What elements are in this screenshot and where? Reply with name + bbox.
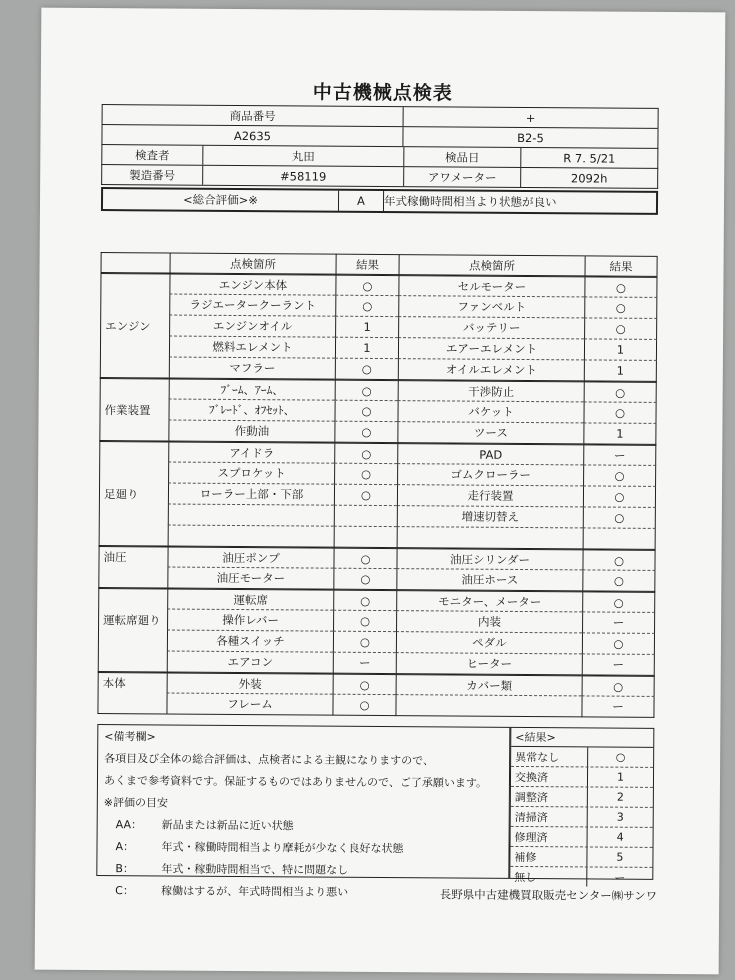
- item-left: マフラー: [169, 358, 335, 380]
- item-left: エンジンオイル: [169, 316, 335, 338]
- item-left: 外装: [167, 673, 333, 695]
- grade-desc: 稼働はするが、年式時間相当より悪い: [161, 884, 349, 899]
- item-left: 油圧モーター: [167, 568, 333, 590]
- item-left: [168, 505, 334, 527]
- category-label: [99, 462, 168, 483]
- result-left: ○: [334, 422, 397, 443]
- legend-key: 無し: [510, 867, 587, 887]
- item-right: バッテリー: [398, 317, 584, 339]
- result-right: ○: [584, 381, 657, 403]
- result-right: 1: [584, 339, 657, 361]
- item-right: オイルエレメント: [398, 359, 584, 381]
- result-left: ○: [333, 590, 396, 611]
- item-right: 増速切替え: [397, 506, 583, 528]
- item-right: 油圧ホース: [396, 569, 582, 591]
- item-left: 燃料エレメント: [169, 337, 335, 359]
- legend-value: 1: [616, 770, 625, 784]
- legend-value: 3: [616, 810, 624, 824]
- product-no-value: A2635: [102, 125, 403, 146]
- item-right: ペダル: [396, 632, 582, 654]
- result-left: ○: [333, 674, 396, 695]
- result-left: ○: [332, 695, 395, 716]
- item-left: 操作レバー: [167, 610, 333, 632]
- col-item-right: 点検箇所: [399, 254, 585, 276]
- table-row: [97, 693, 654, 718]
- legend-key: 異常なし: [511, 747, 588, 767]
- result-left: ○: [335, 275, 398, 296]
- category-label: [99, 525, 168, 546]
- result-left: ○: [335, 359, 398, 380]
- legend-value: 5: [616, 850, 624, 864]
- remarks-heading: <備考欄>: [104, 730, 156, 744]
- category-label: エンジン: [100, 315, 169, 336]
- category-label: 油圧: [98, 546, 167, 567]
- result-left: ○: [334, 485, 397, 506]
- inspection-date-value: R 7. 5/21: [563, 150, 616, 166]
- item-left: 各種スイッチ: [167, 631, 333, 653]
- overall-grade: A: [339, 191, 384, 211]
- category-label: [100, 273, 169, 294]
- item-right: エアーエレメント: [398, 338, 584, 360]
- result-left: [334, 527, 397, 548]
- item-left: ラジエータークーラント: [169, 295, 335, 317]
- serial-value: #58119: [203, 166, 404, 186]
- legend-key: 清掃済: [511, 807, 588, 827]
- category-label: [98, 567, 167, 588]
- result-left: 1: [335, 338, 398, 359]
- item-left: スプロケット: [168, 463, 334, 485]
- inspection-table: [97, 252, 657, 718]
- result-right: ○: [583, 402, 656, 424]
- grade-key: B：: [115, 862, 134, 876]
- item-left: 運転席: [167, 589, 333, 611]
- category-label: [99, 504, 168, 525]
- item-right: [397, 527, 583, 549]
- item-right: PAD: [397, 443, 583, 465]
- category-label: [100, 378, 169, 399]
- category-label: 作業装置: [99, 399, 168, 420]
- grade-key: A：: [115, 840, 135, 854]
- legend-key: 調整済: [511, 787, 588, 807]
- item-right: カバー類: [396, 674, 582, 696]
- result-left: ○: [333, 569, 396, 590]
- result-left: ○: [333, 632, 396, 653]
- grade-key: AA：: [115, 818, 143, 832]
- legend-row: [511, 807, 653, 828]
- grade-row: [116, 816, 503, 835]
- category-label: [100, 336, 169, 357]
- col-result-right: 結果: [585, 255, 658, 277]
- col-result-left: 結果: [336, 254, 399, 275]
- result-left: 1: [335, 317, 398, 338]
- category-label: [98, 651, 167, 672]
- result-left: ○: [334, 401, 397, 422]
- category-label: [97, 693, 166, 714]
- overall-text: 年式稼働時間相当より状態が良い: [383, 194, 557, 210]
- legend-row: [511, 767, 653, 788]
- grade-key: C：: [115, 884, 134, 898]
- item-right: 走行装置: [397, 485, 583, 507]
- legend-value: ○: [615, 750, 626, 764]
- category-label: 本体: [98, 672, 167, 693]
- legend-row: [510, 847, 652, 868]
- legend-value: ー: [614, 871, 626, 885]
- item-left: ローラー上部・下部: [168, 484, 334, 506]
- model-value: B2-5: [517, 130, 544, 145]
- category-label: [98, 588, 167, 609]
- category-label: 足廻り: [99, 483, 168, 504]
- result-right: ○: [584, 297, 657, 319]
- inspection-sheet: [35, 8, 726, 975]
- result-legend: [509, 727, 654, 885]
- category-label: [98, 630, 167, 651]
- legend-row: [510, 867, 652, 887]
- result-right: ー: [582, 612, 655, 634]
- legend-row: [511, 747, 653, 768]
- result-right: ー: [583, 444, 656, 466]
- legend-value: 4: [616, 830, 624, 844]
- inspector-label: 検査者: [102, 145, 203, 165]
- result-right: ○: [582, 633, 655, 655]
- grade-desc: 新品または新品に近い状態: [161, 818, 294, 833]
- category-label: [100, 294, 169, 315]
- item-right: セルモーター: [398, 275, 584, 297]
- plus-mark: +: [525, 110, 536, 125]
- item-right: [395, 695, 581, 717]
- grade-desc: 年式・稼動時間相当で、特に問題なし: [161, 862, 349, 877]
- item-left: エアコン: [167, 652, 333, 674]
- page-title: 中古機械点検表: [312, 81, 453, 105]
- legend-key: 修理済: [511, 827, 588, 847]
- item-right: 内装: [396, 611, 582, 633]
- legend-row: [511, 827, 653, 848]
- result-right: ー: [581, 696, 654, 718]
- overall-label: <総合評価>※: [103, 189, 339, 211]
- result-left: ○: [333, 548, 396, 569]
- item-left: ﾌﾞｰﾑ、ｱｰﾑ、: [169, 379, 335, 401]
- remarks-line-1: 各項目及び全体の総合評価は、点検者による主観になりますので、: [104, 752, 434, 768]
- company-footer: 長野県中古建機買取販売センター㈱サンワ: [439, 887, 658, 903]
- result-right: 1: [583, 423, 656, 445]
- result-right: ○: [582, 549, 655, 571]
- item-right: ツース: [397, 422, 583, 444]
- remarks-box: [96, 724, 510, 899]
- serial-label: 製造番号: [102, 165, 203, 185]
- item-right: ヒーター: [396, 653, 582, 675]
- legend-value: 2: [616, 790, 624, 804]
- category-label: [99, 420, 168, 441]
- item-right: 干渉防止: [398, 380, 584, 402]
- result-left: ○: [333, 611, 396, 632]
- item-left: 作動油: [168, 421, 334, 443]
- item-left: エンジン本体: [169, 274, 335, 296]
- product-no-label: 商品番号: [103, 105, 404, 126]
- legend-key: 交換済: [511, 767, 588, 787]
- grade-row: [115, 860, 502, 879]
- item-right: ゴムクローラー: [397, 464, 583, 486]
- result-right: ○: [583, 507, 656, 529]
- category-label: [99, 441, 168, 462]
- guide-heading: ※評価の目安: [103, 796, 169, 810]
- legend-row: [511, 787, 653, 808]
- item-right: モニター、メーター: [396, 590, 582, 612]
- item-right: バケット: [397, 401, 583, 423]
- remarks-line-2: あくまで参考資料です。保証するものではありませんので、ご了承願います。: [103, 774, 488, 790]
- item-right: 油圧シリンダー: [396, 548, 582, 570]
- result-left: ○: [335, 380, 398, 401]
- header-table: [101, 104, 659, 215]
- item-left: 油圧ポンプ: [167, 547, 333, 569]
- legend-key: 補修: [510, 847, 587, 867]
- col-item-left: 点検箇所: [170, 253, 336, 275]
- result-right: 1: [584, 360, 657, 382]
- inspector-value: 丸田: [203, 146, 404, 166]
- result-right: ー: [582, 654, 655, 676]
- category-label: [100, 357, 169, 378]
- result-right: ○: [583, 486, 656, 508]
- result-right: ○: [582, 591, 655, 613]
- item-left: [168, 526, 334, 548]
- result-right: ○: [584, 318, 657, 340]
- hour-meter-label: アワメーター: [404, 167, 521, 187]
- grade-desc: 年式・稼働時間相当より摩耗が少なく良好な状態: [161, 840, 404, 856]
- result-right: ○: [584, 276, 657, 298]
- result-right: ○: [582, 675, 655, 697]
- result-right: [583, 528, 656, 550]
- hour-meter-value: 2092h: [570, 170, 608, 186]
- result-left: ○: [334, 464, 397, 485]
- item-right: ファンベルト: [398, 296, 584, 318]
- result-left: [334, 506, 397, 527]
- grade-row: [115, 838, 502, 857]
- legend-heading: <結果>: [511, 728, 653, 748]
- category-label: 運転席廻り: [98, 609, 167, 630]
- result-right: ○: [583, 465, 656, 487]
- item-left: アイドラ: [168, 442, 334, 464]
- result-left: ○: [334, 443, 397, 464]
- inspection-date-label: 検品日: [404, 147, 521, 167]
- result-left: ○: [335, 296, 398, 317]
- result-right: ○: [582, 570, 655, 592]
- item-left: ﾌﾞﾚｰﾄﾞ、ｵﾌｾｯﾄ、: [168, 400, 334, 422]
- item-left: フレーム: [166, 694, 332, 716]
- result-left: ー: [333, 653, 396, 674]
